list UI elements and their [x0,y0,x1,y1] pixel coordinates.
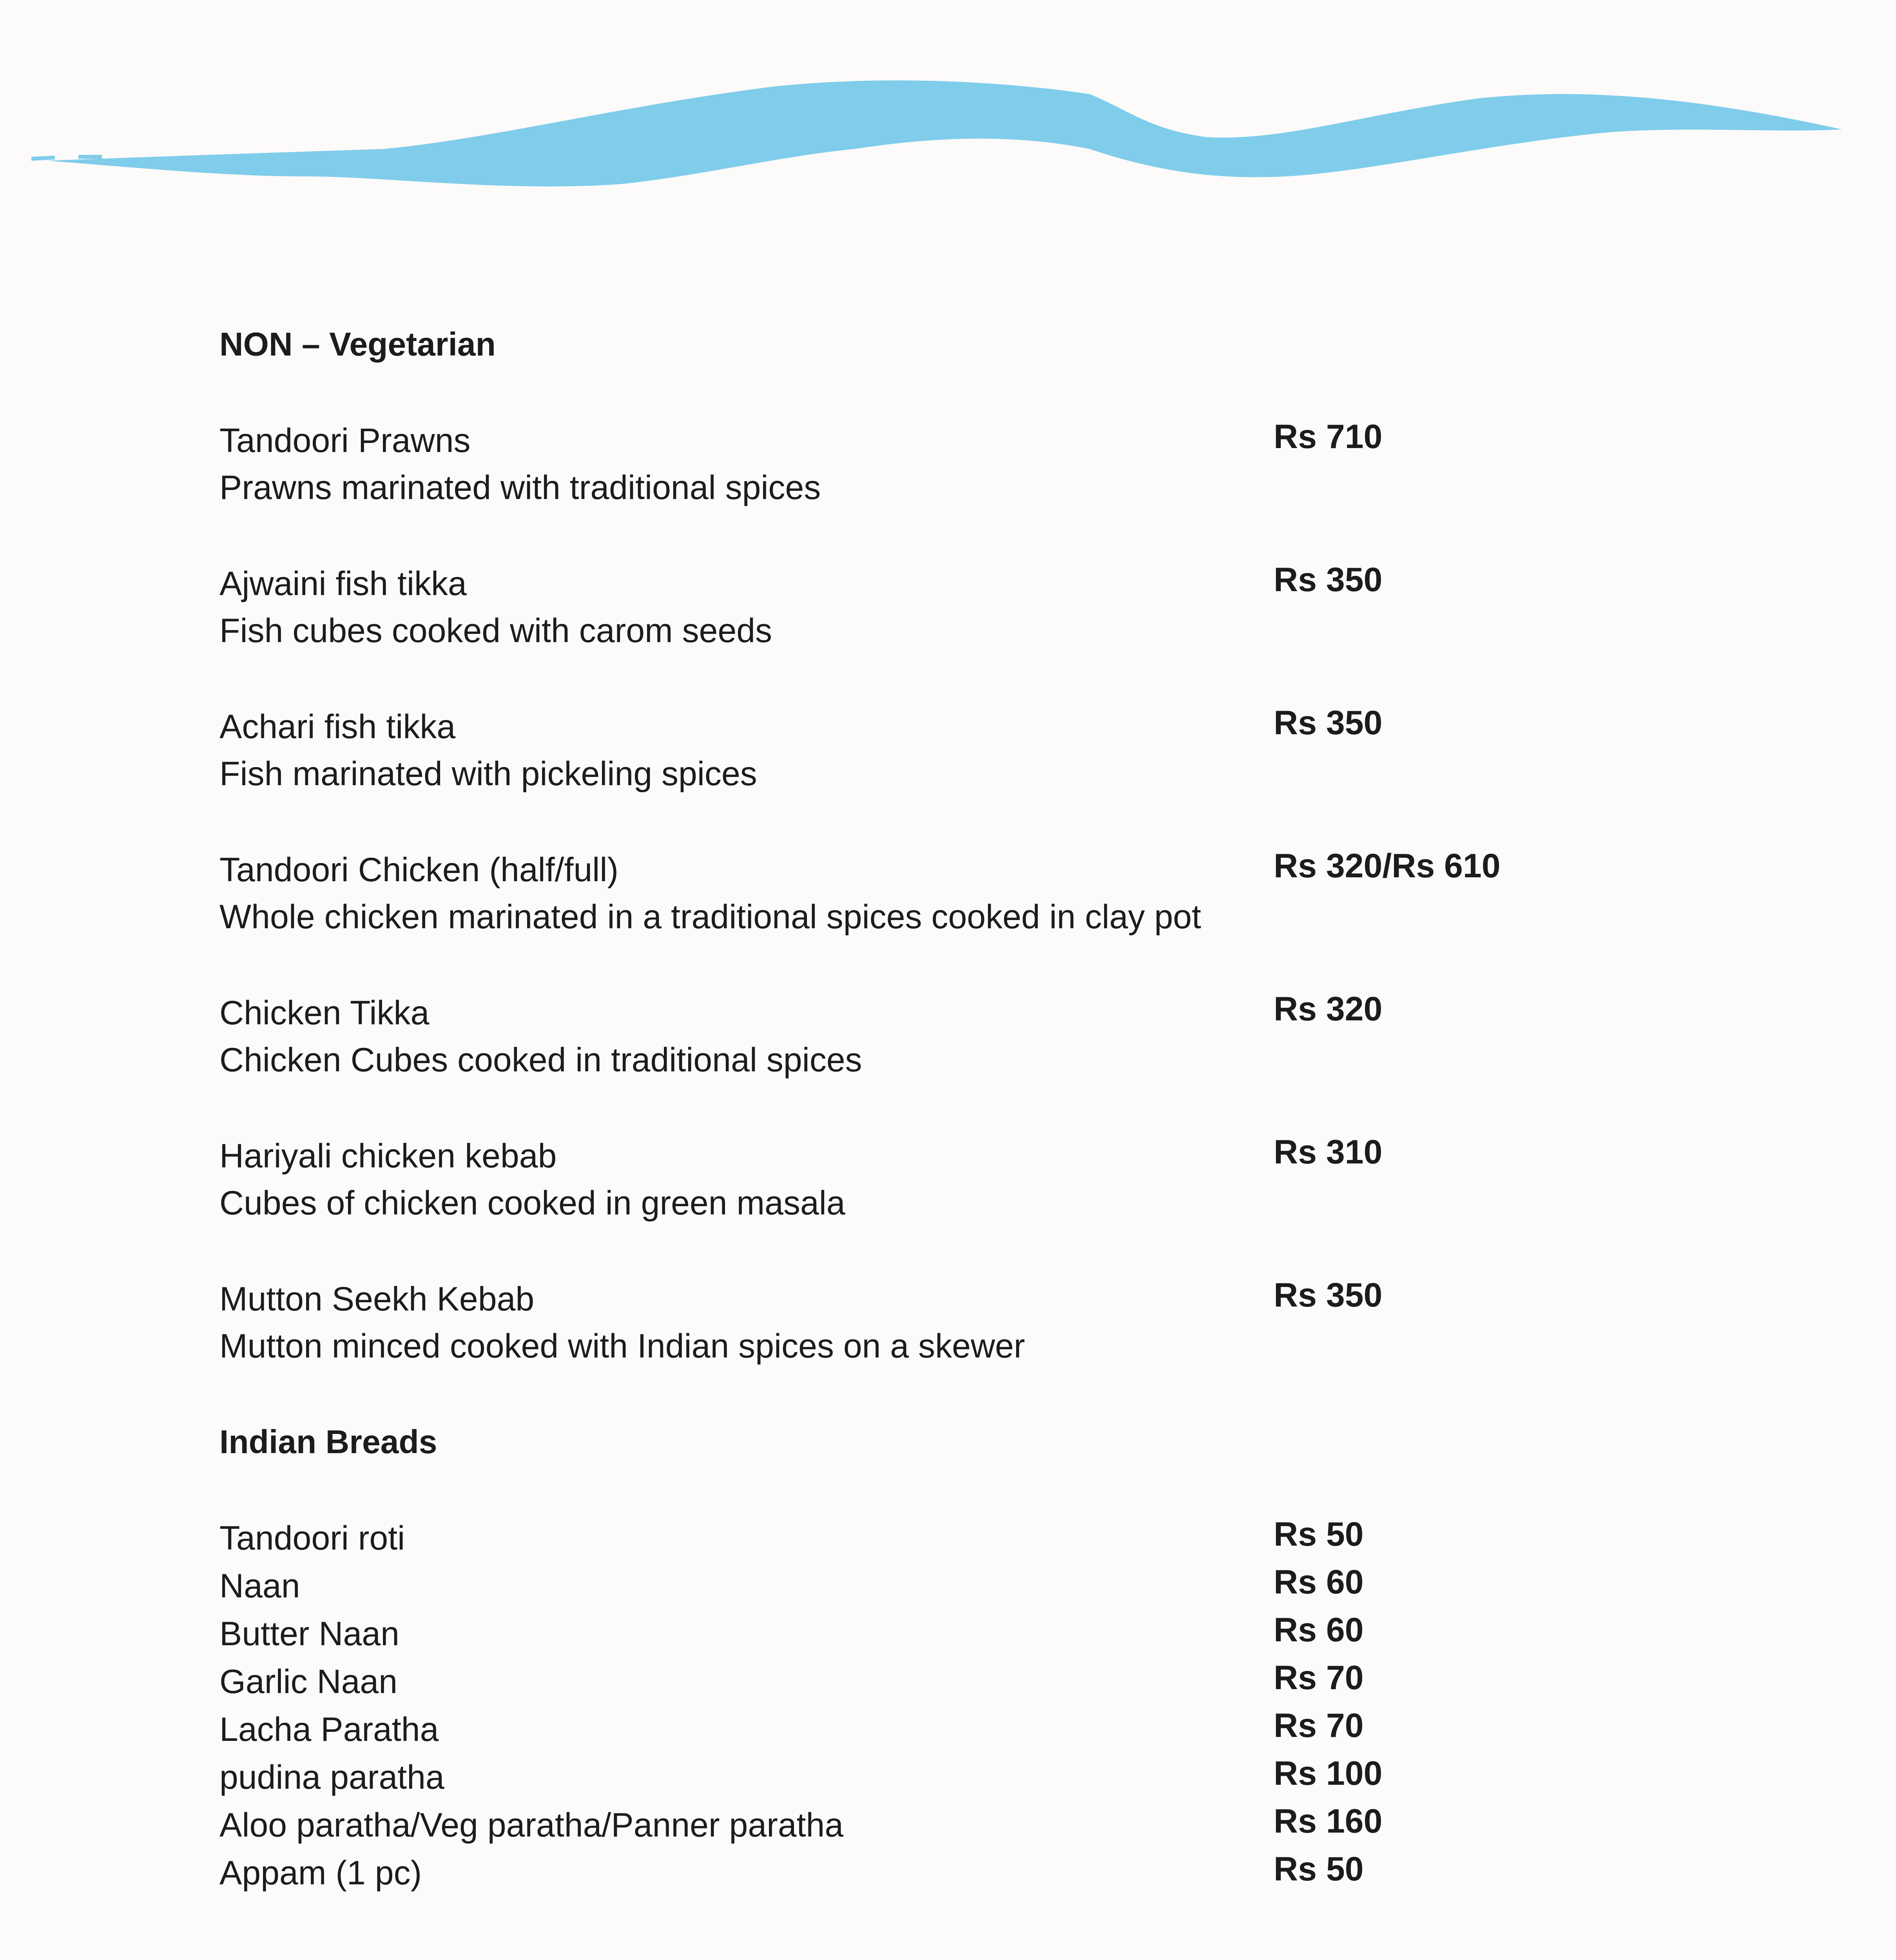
bread-price: Rs 70 [1274,1659,1364,1697]
dish-description: Chicken Cubes cooked in traditional spices [219,1041,862,1079]
dish-price: Rs 320/Rs 610 [1274,847,1501,885]
bread-name: pudina paratha [219,1759,444,1796]
beach-club-logo [1058,1940,1842,1960]
bread-price: Rs 100 [1274,1755,1383,1792]
dish-description: Prawns marinated with traditional spices [219,469,821,506]
dish-name: Mutton Seekh Kebab [219,1280,535,1318]
bread-price: Rs 50 [1274,1515,1364,1553]
bread-name: Aloo paratha/Veg paratha/Panner paratha [219,1806,844,1844]
dish-price: Rs 320 [1274,990,1383,1028]
dish-price: Rs 350 [1274,561,1383,599]
bread-name: Naan [219,1567,300,1605]
bread-name: Garlic Naan [219,1663,398,1700]
dish-description: Cubes of chicken cooked in green masala [219,1184,845,1222]
dish-description: Whole chicken marinated in a traditional spices cooked in clay pot [219,898,1201,936]
bread-name: Appam (1 pc) [219,1854,422,1892]
dish-name: Chicken Tikka [219,994,430,1032]
bread-name: Lacha Paratha [219,1711,439,1748]
bread-name: Tandoori roti [219,1519,405,1557]
dish-description: Fish marinated with pickeling spices [219,755,757,793]
section-heading-non-veg: NON – Vegetarian [219,326,496,363]
dish-name: Tandoori Chicken (half/full) [219,851,619,889]
section-heading-breads: Indian Breads [219,1423,437,1460]
bread-price: Rs 60 [1274,1563,1364,1601]
bread-price: Rs 70 [1274,1707,1364,1744]
dish-name: Hariyali chicken kebab [219,1137,557,1175]
dish-price: Rs 310 [1274,1133,1383,1171]
bread-price: Rs 160 [1274,1802,1383,1840]
dish-description: Fish cubes cooked with carom seeds [219,612,772,650]
bread-price: Rs 60 [1274,1611,1364,1649]
bread-name: Butter Naan [219,1615,399,1653]
dish-price: Rs 710 [1274,418,1383,456]
dish-price: Rs 350 [1274,704,1383,742]
wave-decoration [31,59,1873,216]
dish-name: Ajwaini fish tikka [219,565,467,603]
dish-price: Rs 350 [1274,1276,1383,1314]
dish-name: Tandoori Prawns [219,422,471,459]
dish-name: Achari fish tikka [219,708,456,746]
dish-description: Mutton minced cooked with Indian spices on a skewer [219,1327,1025,1365]
bread-price: Rs 50 [1274,1850,1364,1888]
